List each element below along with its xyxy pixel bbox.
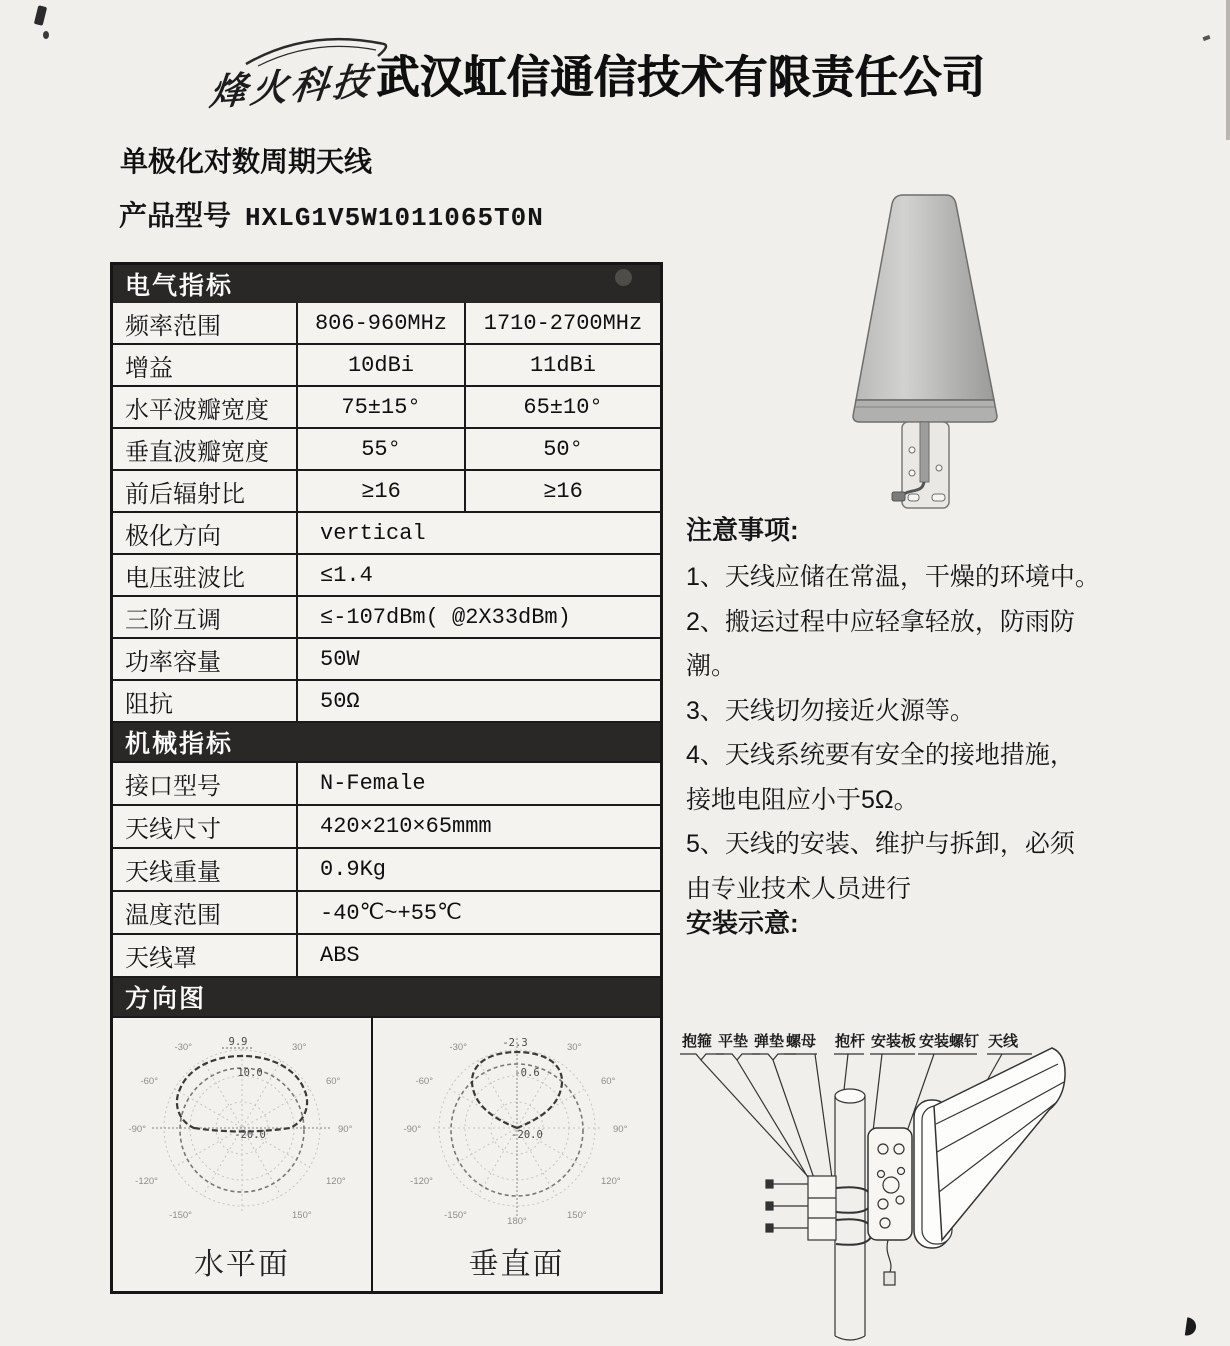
section-electrical bbox=[113, 265, 660, 303]
note-line: 5、天线的安装、维护与拆卸，必须 bbox=[686, 830, 1075, 858]
table-row bbox=[113, 933, 660, 976]
install-label-nut: 螺母 bbox=[786, 1033, 817, 1050]
scan-speck bbox=[1203, 35, 1211, 41]
install-label-mount-screw: 安装螺钉 bbox=[919, 1033, 980, 1050]
svg-text:-120°: -120° bbox=[409, 1176, 433, 1187]
section-electrical-title: 电气指标 bbox=[125, 272, 234, 300]
row-value-band1: 75±15° bbox=[298, 387, 466, 427]
plot-bottom-angle: 180° bbox=[506, 1216, 527, 1227]
row-value-band1: 806-960MHz bbox=[298, 303, 466, 343]
install-label-spring-washer: 弹垫 bbox=[754, 1033, 785, 1050]
row-value: ≤1.4 bbox=[320, 562, 373, 588]
note-line: 接地电阻应小于5Ω。 bbox=[686, 785, 919, 814]
horizontal-pattern-plot bbox=[114, 1020, 370, 1236]
notes-title: 注意事项: bbox=[686, 515, 799, 545]
svg-text:-60°: -60° bbox=[414, 1076, 433, 1087]
table-row bbox=[113, 804, 660, 847]
row-label: 增益 bbox=[113, 345, 298, 385]
row-value-band2: 1710-2700MHz bbox=[483, 310, 643, 336]
row-value: vertical bbox=[320, 520, 426, 546]
table-row bbox=[113, 427, 660, 469]
svg-text:60°: 60° bbox=[326, 1076, 341, 1087]
svg-text:120°: 120° bbox=[326, 1176, 346, 1187]
row-label: 水平波瓣宽度 bbox=[113, 387, 298, 427]
svg-text:30°: 30° bbox=[566, 1042, 581, 1053]
plot-center-value: -20.0 bbox=[234, 1129, 266, 1141]
table-row bbox=[113, 637, 660, 679]
svg-text:-90°: -90° bbox=[402, 1124, 421, 1135]
section-pattern-title: 方向图 bbox=[125, 985, 207, 1013]
install-label-pole: 抱杆 bbox=[835, 1033, 866, 1050]
note-line: 潮。 bbox=[686, 652, 737, 680]
row-value: 420×210×65mmm bbox=[320, 814, 492, 839]
row-label: 垂直波瓣宽度 bbox=[113, 429, 298, 469]
section-mechanical-title: 机械指标 bbox=[125, 730, 234, 758]
section-mechanical bbox=[113, 721, 660, 761]
spec-table bbox=[110, 262, 663, 1294]
notes-section bbox=[686, 510, 1221, 911]
scan-speck bbox=[43, 31, 49, 39]
section-pattern bbox=[113, 976, 660, 1016]
row-value-band2: 65±10° bbox=[523, 394, 603, 420]
plot-ring-value: -0.6 bbox=[513, 1067, 540, 1079]
row-value: 0.9Kg bbox=[320, 857, 387, 882]
svg-text:150°: 150° bbox=[566, 1210, 587, 1221]
note-line: 3、天线切勿接近火源等。 bbox=[686, 696, 975, 725]
table-row bbox=[113, 595, 660, 637]
pattern-plots bbox=[113, 1016, 660, 1291]
table-row bbox=[113, 553, 660, 595]
install-labels bbox=[681, 1032, 1019, 1050]
row-label: 温度范围 bbox=[113, 892, 298, 933]
row-label: 接口型号 bbox=[113, 763, 298, 804]
horizontal-plane-caption: 水平面 bbox=[194, 1248, 290, 1281]
row-label: 电压驻波比 bbox=[113, 555, 298, 595]
svg-text:-150°: -150° bbox=[169, 1210, 192, 1221]
note-line: 4、天线系统要有安全的接地措施， bbox=[686, 741, 1075, 769]
install-label-mount-plate: 安装板 bbox=[871, 1033, 917, 1050]
table-row bbox=[113, 890, 660, 933]
plot-peak-value: 9.9 bbox=[228, 1036, 248, 1048]
vertical-pattern-cell bbox=[373, 1018, 660, 1291]
row-value: ABS bbox=[320, 943, 360, 968]
plot-peak-value: -2.3 bbox=[501, 1037, 528, 1049]
scan-edge-shade bbox=[1226, 0, 1230, 140]
table-row bbox=[113, 385, 660, 427]
antenna-product-photo bbox=[842, 188, 1014, 518]
note-line: 由专业技术人员进行 bbox=[686, 874, 912, 903]
product-model-line bbox=[119, 194, 544, 234]
install-label-antenna: 天线 bbox=[988, 1033, 1019, 1050]
company-logo: 烽火科技 bbox=[207, 58, 376, 115]
row-label: 天线罩 bbox=[113, 935, 298, 976]
scan-smudge bbox=[615, 269, 632, 286]
svg-text:90°: 90° bbox=[612, 1124, 627, 1135]
row-value: N-Female bbox=[320, 771, 426, 796]
svg-text:120°: 120° bbox=[600, 1176, 621, 1187]
install-label-flat-washer: 平垫 bbox=[718, 1033, 749, 1050]
svg-text:-90°: -90° bbox=[128, 1124, 146, 1135]
row-label: 前后辐射比 bbox=[113, 471, 298, 511]
row-label: 天线重量 bbox=[113, 849, 298, 890]
table-row bbox=[113, 847, 660, 890]
table-row bbox=[113, 761, 660, 804]
svg-text:-120°: -120° bbox=[135, 1176, 158, 1187]
install-label-clamp: 抱箍 bbox=[682, 1033, 713, 1050]
vertical-plane-caption: 垂直面 bbox=[468, 1248, 565, 1281]
row-label: 频率范围 bbox=[113, 303, 298, 343]
row-label: 功率容量 bbox=[113, 639, 298, 679]
note-line: 2、搬运过程中应轻拿轻放，防雨防 bbox=[686, 607, 1075, 636]
row-value-band2: 50° bbox=[543, 436, 583, 462]
row-value: 50W bbox=[320, 646, 360, 672]
svg-text:60°: 60° bbox=[600, 1076, 615, 1087]
radome-shape bbox=[853, 195, 997, 422]
table-row bbox=[113, 511, 660, 553]
row-value-band2: ≥16 bbox=[543, 478, 583, 504]
row-label: 天线尺寸 bbox=[113, 806, 298, 847]
installation-diagram bbox=[672, 1028, 1228, 1346]
table-row bbox=[113, 303, 660, 343]
company-name: 武汉虹信通信技术有限责任公司 bbox=[376, 53, 985, 104]
svg-text:-60°: -60° bbox=[140, 1076, 158, 1087]
plot-ring-value: 10.0 bbox=[237, 1067, 263, 1079]
svg-text:30°: 30° bbox=[292, 1042, 307, 1053]
row-value-band1: 55° bbox=[298, 429, 466, 469]
svg-text:150°: 150° bbox=[292, 1210, 312, 1221]
row-value-band1: 10dBi bbox=[298, 345, 466, 385]
mount-bracket-shape bbox=[892, 422, 949, 508]
row-value-band1: ≥16 bbox=[298, 471, 466, 511]
install-section-title: 安装示意: bbox=[686, 908, 799, 938]
row-value: -40℃~+55℃ bbox=[320, 900, 462, 926]
model-code: HXLG1V5W1011065T0N bbox=[245, 203, 544, 233]
table-row bbox=[113, 469, 660, 511]
vertical-pattern-plot bbox=[389, 1020, 645, 1236]
page-title: 单极化对数周期天线 bbox=[120, 146, 373, 177]
plot-center-value: -20.0 bbox=[510, 1129, 543, 1141]
model-prefix: 产品型号 bbox=[119, 200, 232, 231]
row-label: 阻抗 bbox=[113, 681, 298, 721]
note-line: 1、天线应储在常温，干燥的环境中。 bbox=[686, 563, 1100, 591]
table-row bbox=[113, 679, 660, 721]
svg-text:-150°: -150° bbox=[443, 1210, 467, 1221]
row-label: 三阶互调 bbox=[113, 597, 298, 637]
svg-text:-30°: -30° bbox=[448, 1042, 467, 1053]
row-value: ≤-107dBm( @2X33dBm) bbox=[320, 604, 571, 630]
scan-speck bbox=[34, 5, 47, 26]
row-value: 50Ω bbox=[320, 688, 360, 714]
row-value-band2: 11dBi bbox=[529, 352, 596, 378]
table-row bbox=[113, 343, 660, 385]
svg-text:-30°: -30° bbox=[174, 1042, 192, 1053]
svg-text:90°: 90° bbox=[338, 1124, 353, 1135]
horizontal-pattern-cell bbox=[113, 1018, 373, 1291]
row-label: 极化方向 bbox=[113, 513, 298, 553]
